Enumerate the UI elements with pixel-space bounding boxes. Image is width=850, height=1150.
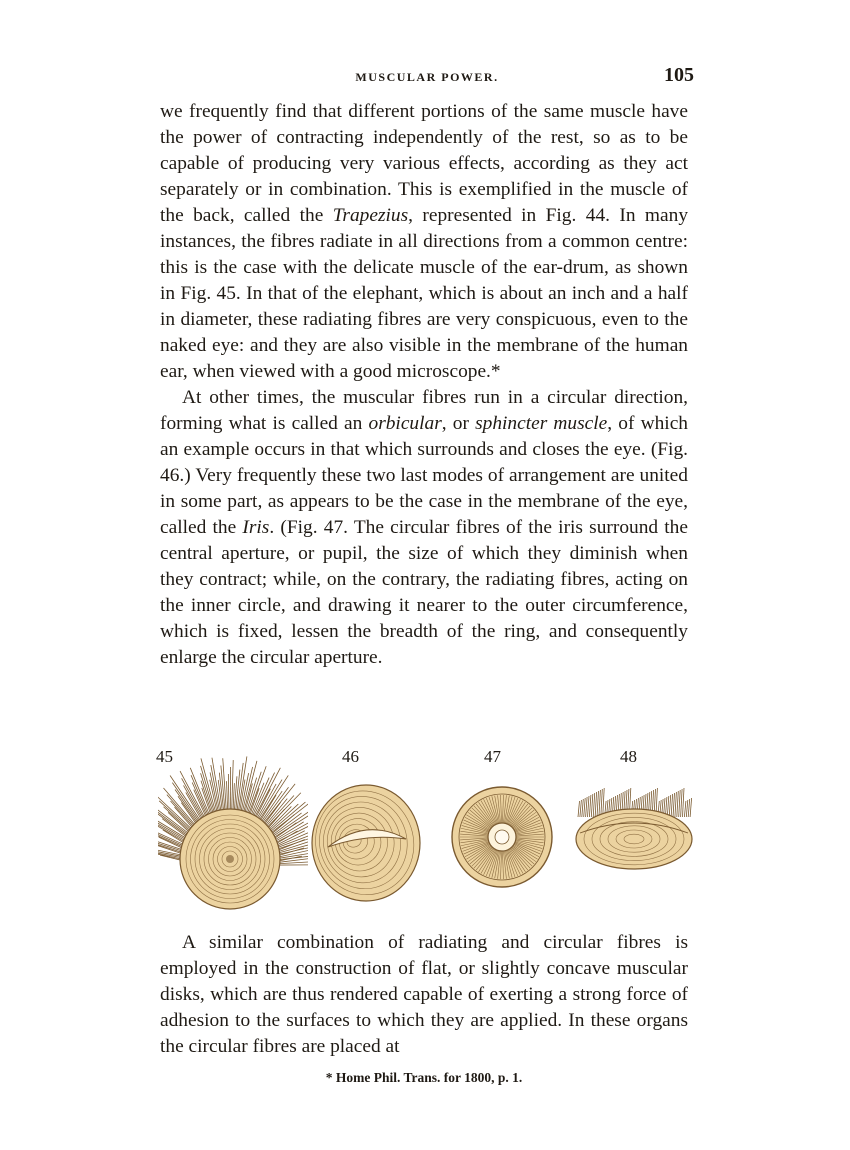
figure-plate [156, 747, 696, 917]
text-run: , represented in Fig. 44. In many instances, the fibres radiate in all directions from a common centre: this is the case with the delicate muscle of the ear-drum, as shown in Fig. 45. In that of the elephant, which is about an inch and a half in diameter, these radiating fibres are very conspicuous, even to the naked eye: and they are also visible in the membrane of the human ear, when viewed with a good microscope.* [160, 205, 689, 382]
text-run: . (Fig. 47. The circular fibres of the iris surround the central aperture, or pupil, the size of which they diminish when they contract; while, on the contrary, the radiating fibres, acting on the inner circle, and drawing it nearer to the outer circumference, which is fixed, lessen the breadth of the ring, and consequently enlarge the circular aperture. [160, 517, 688, 668]
text-run: A similar combination of radiating and circular fibres is employed in the construction of flat, or slightly concave muscular disks, which are thus rendered capable of exerting a strong force of adhesion to the surfaces to which they are applied. In these organs the circular fibres are placed at [160, 932, 688, 1057]
text-run: we frequently find that different portions of the same muscle have the power of contracting independently of the rest, so as to be capable of producing very various effects, according as they act separately or in combination. This is exemplified in the muscle of the back, called the [160, 101, 688, 226]
paragraph-muscular-disks [160, 930, 688, 1060]
orbicular-fibres [306, 778, 427, 907]
figure-48-muscular-disk [572, 777, 696, 877]
body-text-lower [160, 930, 688, 1060]
page-number: 105 [664, 64, 694, 86]
italic-term: Iris [242, 517, 270, 538]
text-run: , or [441, 413, 476, 434]
figure-47-iris [448, 783, 558, 893]
paragraph-continued [160, 99, 688, 385]
disk-fibres [576, 788, 692, 869]
footnote: * Home Phil. Trans. for 1800, p. 1. [325, 1070, 523, 1085]
paragraph-orbicular [160, 385, 688, 671]
figure-45-ear-drum-muscle [158, 747, 308, 915]
figure-47-label: 47 [484, 747, 501, 766]
italic-term: orbicular [368, 413, 442, 434]
italic-term: Trapezius [332, 205, 409, 226]
figure-45-label: 45 [156, 747, 173, 766]
page-header [160, 64, 694, 94]
figure-46-orbicular-muscle [306, 777, 436, 912]
figure-48-label: 48 [620, 747, 637, 766]
text-run: At other times, the muscular fibres run in a circular direction, forming what is called an [160, 387, 688, 434]
running-title: MUSCULAR POWER. [355, 70, 499, 84]
italic-term: sphincter muscle [475, 413, 608, 434]
iris-fibres [452, 787, 552, 887]
figure-46-label: 46 [342, 747, 359, 766]
text-run: , of which an example occurs in that which surrounds and closes the eye. (Fig. 46.) Very frequently these two last modes of arrangement are united in some part, as appears to be the case in the membrane of the eye, called the [160, 413, 688, 538]
body-text-upper [160, 99, 688, 671]
